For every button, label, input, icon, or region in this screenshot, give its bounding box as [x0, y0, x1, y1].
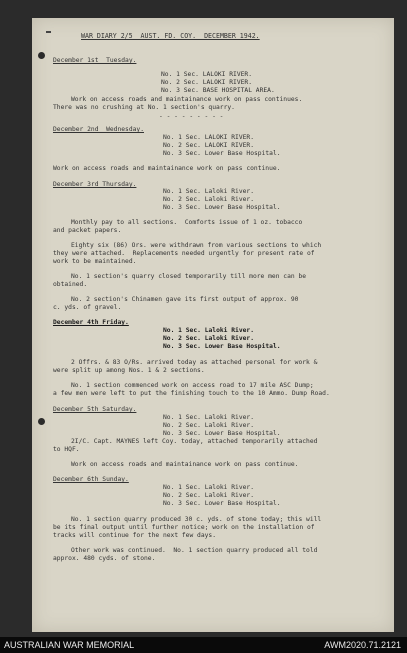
- separator: - - - - - - - - -: [159, 113, 224, 120]
- section-line: No. 3 Sec. BASE HOSPITAL AREA.: [161, 87, 275, 94]
- entry-text: Monthly pay to all sections. Comforts issue of 1 oz. tobacco: [71, 219, 303, 226]
- section-line: No. 2 Sec. Laloki River.: [163, 335, 254, 342]
- diary-title: WAR DIARY 2/5 AUST. FD. COY. DECEMBER 1942.: [81, 32, 260, 40]
- section-line: No. 3 Sec. Lower Base Hospital.: [163, 204, 281, 211]
- entry-text: Work on access roads and maintainance work on pass continues.: [71, 96, 303, 103]
- section-line: No. 3 Sec. Lower Base Hospital.: [163, 500, 281, 507]
- entry-text: 2I/C. Capt. MAYNES left Coy. today, attached temporarily attached: [71, 438, 318, 445]
- section-line: No. 1 Sec. Laloki River.: [163, 414, 254, 421]
- date-heading: December 2nd Wednesday.: [53, 126, 144, 133]
- entry-text: were split up among Nos. 1 & 2 sections.: [53, 367, 205, 374]
- punch-hole: [38, 418, 45, 425]
- entry-text: to HQF.: [53, 446, 80, 453]
- date-heading: December 4th Friday.: [53, 319, 129, 326]
- punch-hole: [38, 52, 45, 59]
- entry-text: a few men were left to put the finishing touch to the 10 Ammo. Dump Road.: [53, 390, 330, 397]
- section-line: No. 3 Sec. Lower Base Hospital.: [163, 150, 281, 157]
- date-heading: December 6th Sunday.: [53, 476, 129, 483]
- section-line: No. 2 Sec. Laloki River.: [163, 422, 254, 429]
- section-line: No. 2 Sec. Laloki River.: [163, 196, 254, 203]
- entry-text: 2 Offrs. & 83 O/Rs. arrived today as attached personal for work &: [71, 359, 318, 366]
- section-line: No. 1 Sec. LALOKI RIVER.: [163, 134, 254, 141]
- entry-text: No. 2 section's Chinamen gave its first output of approx. 90: [71, 296, 299, 303]
- date-heading: December 1st Tuesday.: [53, 57, 137, 64]
- footer-source: AUSTRALIAN WAR MEMORIAL: [4, 640, 135, 650]
- entry-text: Work on access roads and maintainance work on pass continue.: [71, 461, 299, 468]
- entry-text: Eighty six (86) Ors. were withdrawn from various sections to which: [71, 242, 322, 249]
- section-line: No. 2 Sec. LALOKI RIVER.: [163, 142, 254, 149]
- diary-page: [32, 18, 394, 632]
- entry-text: approx. 480 cyds. of stone.: [53, 555, 156, 562]
- date-heading: December 3rd Thursday.: [53, 181, 137, 188]
- entry-text: c. yds. of gravel.: [53, 304, 122, 311]
- section-line: No. 2 Sec. Laloki River.: [163, 492, 254, 499]
- section-line: No. 3 Sec. Lower Base Hospital.: [163, 430, 281, 437]
- entry-text: tracks will continue for the next few days.: [53, 532, 217, 539]
- footer-accession: AWM2020.71.2121: [324, 640, 401, 650]
- entry-text: There was no crushing at No. 1 section's quarry.: [53, 104, 235, 111]
- footer-bar: [0, 637, 407, 653]
- section-line: No. 1 Sec. Laloki River.: [163, 188, 254, 195]
- entry-text: No. 1 section commenced work on access road to 17 mile ASC Dump;: [71, 382, 314, 389]
- entry-text: No. 1 section quarry produced 30 c. yds. of stone today; this will: [71, 516, 322, 523]
- section-line: No. 1 Sec. Laloki River.: [163, 327, 254, 334]
- entry-text: be its final output until further notice; work on the installation of: [53, 524, 315, 531]
- entry-text: Work on access roads and maintainance work on pass continue.: [53, 165, 281, 172]
- entry-text: obtained.: [53, 281, 88, 288]
- section-line: No. 1 Sec. Laloki River.: [163, 484, 254, 491]
- entry-text: and packet papers.: [53, 227, 122, 234]
- margin-mark: [46, 31, 51, 33]
- entry-text: they were attached. Replacements needed urgently for present rate of: [53, 250, 315, 257]
- date-heading: December 5th Saturday.: [53, 406, 137, 413]
- entry-text: Other work was continued. No. 1 section quarry produced all told: [71, 547, 318, 554]
- entry-text: work to be maintained.: [53, 258, 137, 265]
- entry-text: No. 1 section's quarry closed temporarily till more men can be: [71, 273, 307, 280]
- section-line: No. 2 Sec. LALOKI RIVER.: [161, 79, 252, 86]
- section-line: No. 1 Sec. LALOKI RIVER.: [161, 71, 252, 78]
- section-line: No. 3 Sec. Lower Base Hospital.: [163, 343, 281, 350]
